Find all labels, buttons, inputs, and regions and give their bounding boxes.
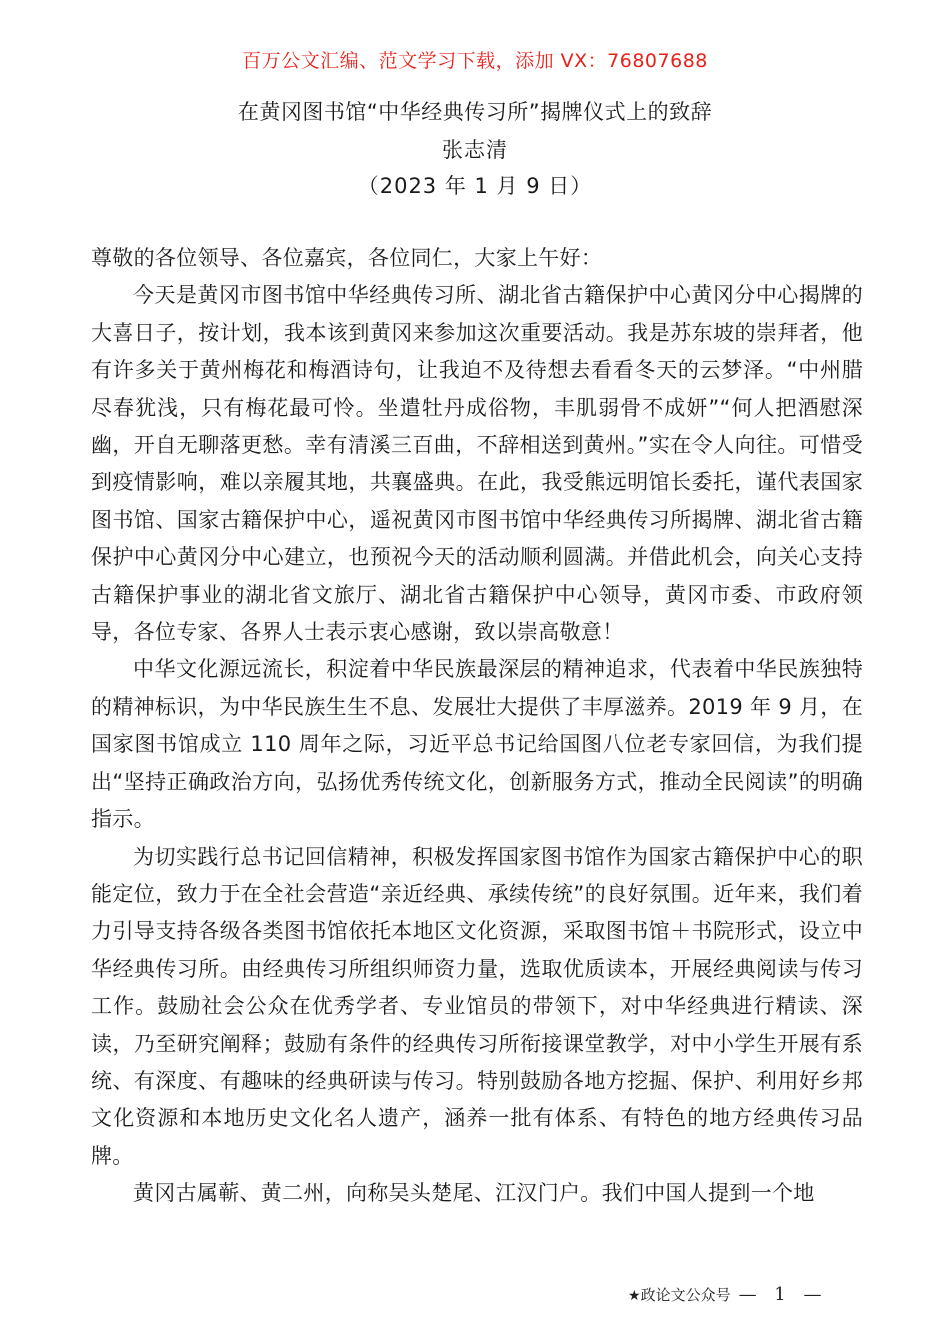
star-icon: ★ [628,1288,641,1304]
paragraph-2: 中华文化源远流长，积淀着中华民族最深层的精神追求，代表着中华民族独特的精神标识，为中华民族生生不息、发展壮大提供了丰厚滋养。2019 年 9 月，在国家图书馆成立 110 周年之际，习近平总书记给国图八位老专家回信，为我们提出“坚持正确政治方向，弘扬优秀传统文化，创新服务方式，推动全民阅读”的明确指示。 [91,657,863,832]
paragraph-4: 黄冈古属蕲、黄二州，向称吴头楚尾、江汉门户。我们中国人提到一个地 [133,1181,815,1206]
speech-author: 张志清 [442,138,508,162]
footer-source: 政论文公众号 [640,1286,731,1304]
speech-body [91,240,863,1213]
download-banner: 百万公文汇编、范文学习下载，添加 VX：76807688 [242,50,708,72]
page-number: — 1 — [738,1284,828,1305]
page-footer [628,1284,827,1305]
greeting: 尊敬的各位领导、各位嘉宾，各位同仁，大家上午好： [91,246,603,270]
speech-date: （2023 年 1 月 9 日） [357,174,593,198]
paragraph-1: 今天是黄冈市图书馆中华经典传习所、湖北省古籍保护中心黄冈分中心揭牌的大喜日子，按计划，我本该到黄冈来参加这次重要活动。我是苏东坡的崇拜者，他有许多关于黄州梅花和梅酒诗句，让我迫不及待想去看看冬天的云梦泽。“中州腊尽春犹浅，只有梅花最可怜。坐遣牡丹成俗物，丰肌弱骨不成妍”“何人把酒慰深幽，开自无聊落更愁。幸有清溪三百曲，不辞相送到黄州。”实在令人向往。可惜受到疫情影响，难以亲履其地，共襄盛典。在此，我受熊远明馆长委托，谨代表国家图书馆、国家古籍保护中心，遥祝黄冈市图书馆中华经典传习所揭牌、湖北省古籍保护中心黄冈分中心建立，也预祝今天的活动顺利圆满。并借此机会，向关心支持古籍保护事业的湖北省文旅厅、湖北省古籍保护中心领导，黄冈市委、市政府领导，各位专家、各界人士表示衷心感谢，致以崇高敬意！ [91,283,863,645]
paragraph-3: 为切实践行总书记回信精神，积极发挥国家图书馆作为国家古籍保护中心的职能定位，致力于在全社会营造“亲近经典、承续传统”的良好氛围。近年来，我们着力引导支持各级各类图书馆依托本地区文化资源，采取图书馆＋书院形式，设立中华经典传习所。由经典传习所组织师资力量，选取优质读本，开展经典阅读与传习工作。鼓励社会公众在优秀学者、专业馆员的带领下，对中华经典进行精读、深读，乃至研究阐释；鼓励有条件的经典传习所衔接课堂教学，对中小学生开展有系统、有深度、有趣味的经典研读与传习。特别鼓励各地方挖掘、保护、利用好乡邦文化资源和本地历史文化名人遗产，涵养一批有体系、有特色的地方经典传习品牌。 [91,844,863,1168]
speech-title: 在黄冈图书馆“中华经典传习所”揭牌仪式上的致辞 [237,100,713,124]
